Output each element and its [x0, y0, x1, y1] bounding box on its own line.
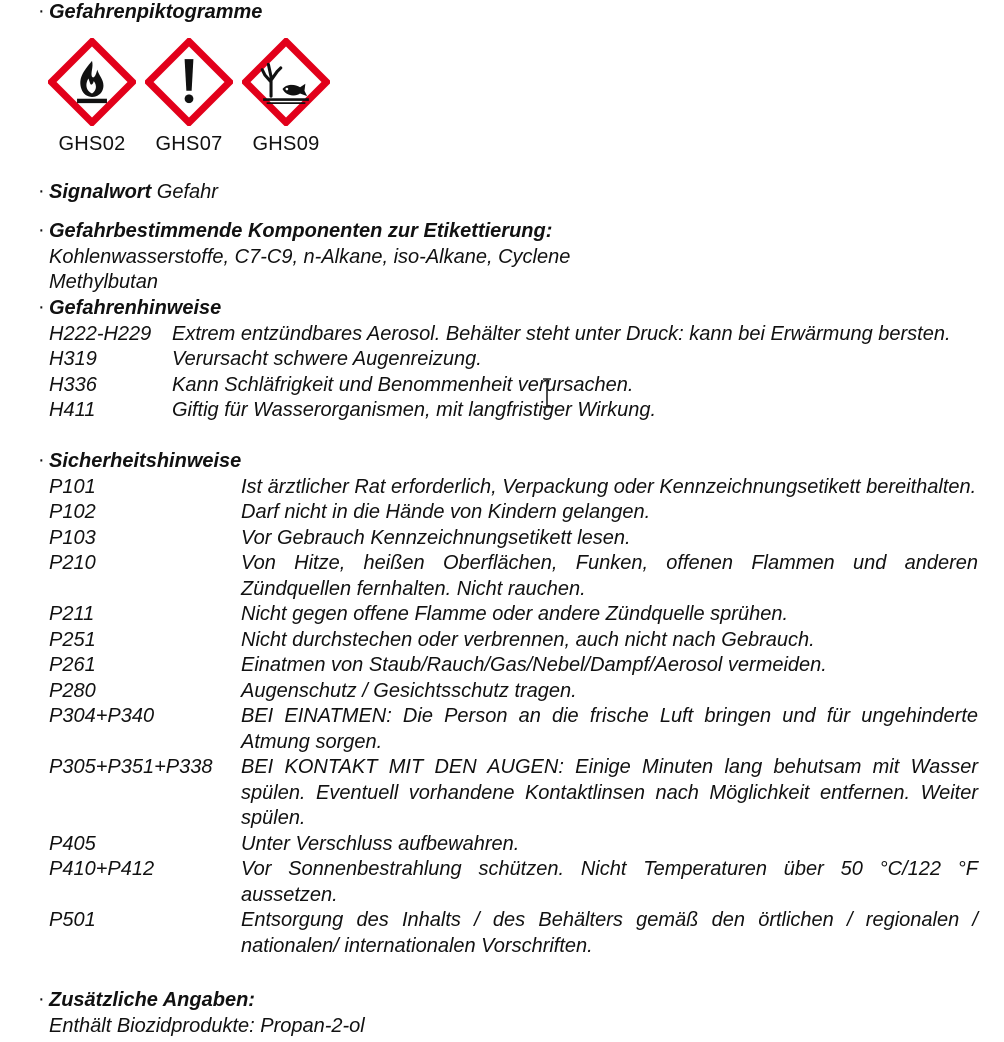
- hazard-text: Giftig für Wasserorganismen, mit langfristiger Wirkung.: [172, 399, 657, 421]
- safety-text: Augenschutz / Gesichtsschutz tragen.: [241, 679, 577, 702]
- hazard-code: H336: [49, 373, 97, 396]
- safety-section: [38, 449, 988, 959]
- safety-code: P101: [49, 475, 96, 498]
- safety-row: [38, 857, 988, 908]
- hazard-row: [38, 373, 988, 399]
- safety-row: [38, 526, 988, 552]
- safety-row: [38, 475, 988, 501]
- bullet-dot: ·: [38, 180, 45, 202]
- additional-text: Enthält Biozidprodukte: Propan-2-ol: [49, 1014, 365, 1037]
- hazard-heading: Gefahrenhinweise: [49, 297, 222, 319]
- safety-row: [38, 908, 988, 959]
- safety-row: [38, 602, 988, 628]
- exclamation-pictogram-icon: [145, 38, 233, 126]
- components-line: Kohlenwasserstoffe, C7-C9, n-Alkane, iso-Alkane, Cyclene: [49, 245, 571, 268]
- pictogram-code: GHS02: [58, 133, 126, 155]
- safety-code: P410+P412: [49, 858, 155, 880]
- pictogram-row: [48, 38, 330, 156]
- signal-value: Gefahr: [156, 181, 218, 203]
- environment-pictogram-icon: [242, 38, 330, 126]
- safety-row: [38, 628, 988, 654]
- safety-row: [38, 832, 988, 858]
- safety-row: [38, 679, 988, 705]
- safety-code: P102: [49, 501, 96, 523]
- safety-code: P405: [49, 832, 96, 855]
- safety-text: Einatmen von Staub/Rauch/Gas/Nebel/Dampf/Aerosol vermeiden.: [241, 654, 827, 676]
- safety-heading: Sicherheitshinweise: [49, 450, 242, 472]
- safety-code: P210: [49, 552, 96, 574]
- safety-code: P103: [49, 526, 96, 549]
- bullet-dot: ·: [38, 988, 45, 1010]
- bullet-dot: ·: [38, 449, 45, 471]
- pictogram-ghs02: [48, 38, 136, 156]
- safety-text: Nicht durchstechen oder verbrennen, auch nicht nach Gebrauch.: [241, 628, 815, 651]
- bullet-dot: ·: [38, 296, 45, 318]
- pictograms-section: [38, 0, 988, 26]
- safety-text: Von Hitze, heißen Oberflächen, Funken, offenen Flammen und anderen Zündquellen fernhalten. Nicht rauchen.: [241, 552, 978, 600]
- safety-text: Entsorgung des Inhalts / des Behälters gemäß den örtlichen / regionalen / nationalen/ internationalen Vorschriften.: [241, 909, 978, 957]
- signal-section: [38, 180, 988, 206]
- additional-section: [38, 988, 988, 1039]
- safety-code: P261: [49, 654, 96, 676]
- pictogram-ghs07: [145, 38, 233, 156]
- safety-text: Ist ärztlicher Rat erforderlich, Verpackung oder Kennzeichnungsetikett bereithalten.: [241, 475, 977, 498]
- components-line: Methylbutan: [49, 271, 158, 293]
- bullet-dot: ·: [38, 0, 45, 22]
- safety-code: P305+P351+P338: [49, 756, 213, 778]
- hazard-row: [38, 322, 988, 348]
- components-heading: Gefahrbestimmende Komponenten zur Etikettierung:: [49, 220, 553, 242]
- safety-text: Unter Verschluss aufbewahren.: [241, 832, 520, 855]
- hazard-text: Verursacht schwere Augenreizung.: [172, 348, 482, 370]
- flame-pictogram-icon: [48, 38, 136, 126]
- hazard-section: [38, 296, 988, 424]
- safety-code: P211: [49, 603, 95, 625]
- pictogram-code: GHS07: [155, 133, 223, 155]
- bullet-dot: ·: [38, 219, 45, 241]
- safety-row: [38, 704, 988, 755]
- additional-heading: Zusätzliche Angaben:: [49, 989, 255, 1011]
- safety-row: [38, 755, 988, 832]
- safety-row: [38, 500, 988, 526]
- safety-text: BEI EINATMEN: Die Person an die frische Luft bringen und für ungehinderte Atmung sorgen.: [241, 705, 978, 753]
- safety-code: P304+P340: [49, 705, 155, 727]
- safety-code: P280: [49, 679, 96, 702]
- hazard-row: [38, 347, 988, 373]
- signal-label: Signalwort: [49, 181, 152, 203]
- hazard-code: H319: [49, 348, 97, 370]
- hazard-code: H411: [49, 399, 96, 421]
- hazard-code: H222-H229: [49, 322, 152, 345]
- text-cursor-icon: [541, 378, 553, 408]
- safety-row: [38, 551, 988, 602]
- safety-text: Nicht gegen offene Flamme oder andere Zündquelle sprühen.: [241, 603, 789, 625]
- pictograms-heading: Gefahrenpiktogramme: [49, 1, 263, 23]
- safety-text: Vor Gebrauch Kennzeichnungsetikett lesen.: [241, 526, 631, 549]
- pictogram-code: GHS09: [252, 133, 320, 155]
- pictogram-ghs09: [242, 38, 330, 156]
- safety-text: Vor Sonnenbestrahlung schützen. Nicht Temperaturen über 50 °C/122 °F aussetzen.: [241, 858, 978, 906]
- safety-code: P251: [49, 628, 96, 651]
- safety-text: BEI KONTAKT MIT DEN AUGEN: Einige Minuten lang behutsam mit Wasser spülen. Eventuell vorhandene Kontaktlinsen nach Möglichkeit entfernen. Weiter spülen.: [241, 756, 978, 829]
- hazard-row: [38, 398, 988, 424]
- components-section: [38, 219, 988, 296]
- safety-row: [38, 653, 988, 679]
- safety-code: P501: [49, 909, 96, 931]
- hazard-text: Extrem entzündbares Aerosol. Behälter steht unter Druck: kann bei Erwärmung bersten.: [172, 322, 951, 345]
- hazard-text: Kann Schläfrigkeit und Benommenheit verursachen.: [172, 373, 634, 396]
- safety-text: Darf nicht in die Hände von Kindern gelangen.: [241, 501, 651, 523]
